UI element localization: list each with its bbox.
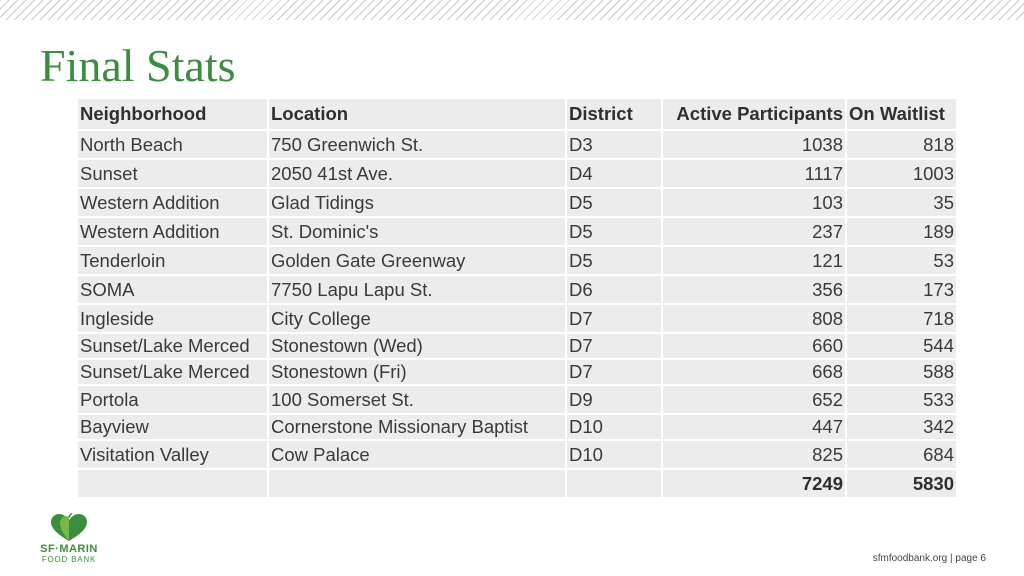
cell-district: D3	[566, 130, 662, 159]
table-row	[77, 304, 957, 333]
cell-on-waitlist: 189	[846, 217, 957, 246]
cell-district: D7	[566, 333, 662, 359]
cell-active-participants: 1038	[662, 130, 846, 159]
cell-district: D7	[566, 359, 662, 385]
cell-location: City College	[268, 304, 566, 333]
cell-neighborhood: Visitation Valley	[77, 440, 268, 469]
cell-neighborhood: Ingleside	[77, 304, 268, 333]
cell-on-waitlist: 588	[846, 359, 957, 385]
cell-location: 100 Somerset St.	[268, 385, 566, 414]
cell-on-waitlist: 173	[846, 275, 957, 304]
cell-active-participants: 447	[662, 414, 846, 440]
cell-district: D5	[566, 188, 662, 217]
cell-on-waitlist: 35	[846, 188, 957, 217]
cell-active-participants: 237	[662, 217, 846, 246]
cell-location: 2050 41st Ave.	[268, 159, 566, 188]
cell-district: D6	[566, 275, 662, 304]
heart-leaves-icon	[47, 513, 91, 543]
cell-district: D4	[566, 159, 662, 188]
cell-neighborhood: Portola	[77, 385, 268, 414]
header-location: Location	[268, 98, 566, 130]
cell-district: D10	[566, 414, 662, 440]
cell-district: D10	[566, 440, 662, 469]
cell-location: Cow Palace	[268, 440, 566, 469]
total-district-blank	[566, 469, 662, 498]
footer-page-number: page 6	[955, 553, 986, 564]
cell-neighborhood: Sunset/Lake Merced	[77, 359, 268, 385]
footer	[873, 553, 986, 564]
cell-active-participants: 660	[662, 333, 846, 359]
sf-marin-food-bank-logo	[38, 513, 100, 569]
cell-location: Glad Tidings	[268, 188, 566, 217]
cell-location: 7750 Lapu Lapu St.	[268, 275, 566, 304]
total-location-blank	[268, 469, 566, 498]
cell-active-participants: 103	[662, 188, 846, 217]
header-active-participants: Active Participants	[662, 98, 846, 130]
logo-line2: FOOD BANK	[41, 555, 97, 564]
header-district: District	[566, 98, 662, 130]
table-row	[77, 359, 957, 385]
top-hatch-band	[0, 0, 1024, 20]
cell-location: Stonestown (Fri)	[268, 359, 566, 385]
header-neighborhood: Neighborhood	[77, 98, 268, 130]
cell-neighborhood: Bayview	[77, 414, 268, 440]
cell-neighborhood: Sunset	[77, 159, 268, 188]
total-active-participants: 7249	[662, 469, 846, 498]
cell-district: D9	[566, 385, 662, 414]
cell-neighborhood: North Beach	[77, 130, 268, 159]
header-on-waitlist: On Waitlist	[846, 98, 957, 130]
cell-on-waitlist: 342	[846, 414, 957, 440]
table-row	[77, 333, 957, 359]
cell-on-waitlist: 684	[846, 440, 957, 469]
cell-active-participants: 121	[662, 246, 846, 275]
cell-active-participants: 1117	[662, 159, 846, 188]
cell-active-participants: 652	[662, 385, 846, 414]
cell-on-waitlist: 53	[846, 246, 957, 275]
table-row	[77, 246, 957, 275]
cell-location: Cornerstone Missionary Baptist	[268, 414, 566, 440]
cell-on-waitlist: 818	[846, 130, 957, 159]
cell-location: Stonestown (Wed)	[268, 333, 566, 359]
table-header-row	[77, 98, 957, 130]
cell-neighborhood: SOMA	[77, 275, 268, 304]
cell-on-waitlist: 533	[846, 385, 957, 414]
cell-location: Golden Gate Greenway	[268, 246, 566, 275]
cell-active-participants: 356	[662, 275, 846, 304]
cell-neighborhood: Western Addition	[77, 188, 268, 217]
cell-location: 750 Greenwich St.	[268, 130, 566, 159]
cell-district: D5	[566, 246, 662, 275]
table-row	[77, 188, 957, 217]
cell-active-participants: 808	[662, 304, 846, 333]
table-totals-row	[77, 469, 957, 498]
cell-neighborhood: Tenderloin	[77, 246, 268, 275]
cell-on-waitlist: 544	[846, 333, 957, 359]
cell-location: St. Dominic's	[268, 217, 566, 246]
cell-neighborhood: Sunset/Lake Merced	[77, 333, 268, 359]
footer-separator: |	[950, 553, 953, 564]
cell-district: D5	[566, 217, 662, 246]
cell-district: D7	[566, 304, 662, 333]
logo-line1: SF·MARIN	[40, 543, 98, 555]
total-on-waitlist: 5830	[846, 469, 957, 498]
table-row	[77, 414, 957, 440]
total-neighborhood-blank	[77, 469, 268, 498]
table-row	[77, 275, 957, 304]
footer-site-link[interactable]: sfmfoodbank.org	[872, 553, 948, 564]
page-title: Final Stats	[40, 40, 236, 91]
table-row	[77, 440, 957, 469]
cell-on-waitlist: 718	[846, 304, 957, 333]
cell-active-participants: 668	[662, 359, 846, 385]
table-row	[77, 130, 957, 159]
cell-active-participants: 825	[662, 440, 846, 469]
table-row	[77, 217, 957, 246]
table-row	[77, 385, 957, 414]
table-row	[77, 159, 957, 188]
cell-neighborhood: Western Addition	[77, 217, 268, 246]
cell-on-waitlist: 1003	[846, 159, 957, 188]
stats-table	[76, 97, 958, 499]
